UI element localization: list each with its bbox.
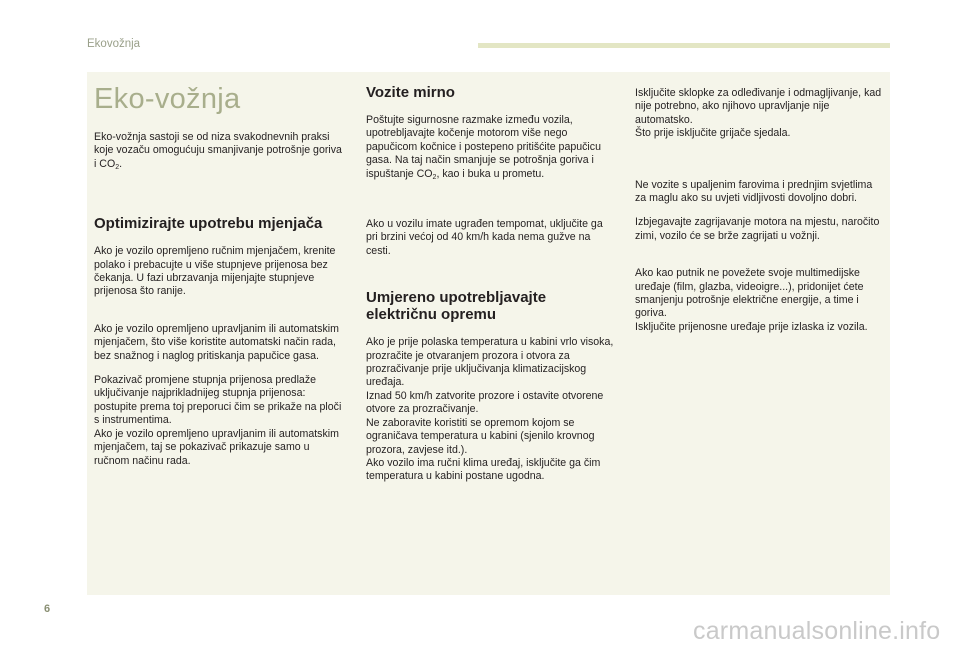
right-paragraph-4a: Ako kao putnik ne povežete svoje multimedijske uređaje (film, glazba, videoigre...), pridonijet ćete smanjenju potrošnje električne energije, a time i goriva. [635, 267, 864, 320]
gearbox-paragraph-1: Ako je vozilo opremljeno ručnim mjenjačem, krenite polako i prebacujte u više stupnjeve prijenosa bez čekanja. U fazi ubrzavanja mijenjajte stupnjeve prijenosa što ranije. [94, 245, 336, 298]
electric-line-3: Ne zaboravite koristiti se opremom kojom se ograničava temperatura u kabini (sjenilo krovnog prozora, zavjese itd.). [366, 416, 595, 456]
gearbox-paragraph-3: Pokazivač promjene stupnja prijenosa predlaže uključivanje najprikladnijeg stupnja prijenosa: postupite prema toj preporuci čim se prikaže na ploči s instrumentima. [94, 374, 342, 427]
page-number: 6 [44, 603, 51, 615]
section-label: Ekovožnja [87, 38, 141, 50]
watermark: carmanualsonline.info [693, 617, 941, 645]
gearbox-paragraph-2: Ako je vozilo opremljeno upravljanim ili automatskim mjenjačem, što više koristite automatski način rada, bez snažnog i naglog pritiskanja papučice gasa. [94, 322, 339, 362]
electric-line-2: Iznad 50 km/h zatvorite prozore i ostavite otvorene otvore za prozračivanje. [366, 389, 604, 416]
column-right [635, 87, 885, 334]
electric-heading: Umjereno upotrebljavajte električnu opremu [366, 289, 547, 324]
column-left [94, 81, 344, 468]
gearbox-heading: Optimizirajte upotrebu mjenjača [94, 215, 323, 233]
calm-paragraph-1: Poštujte sigurnosne razmake između vozila, upotrebljavajte kočenje motorom više nego papučicom kočnice i postepeno pritišćite papučicu gasa. Na taj način smanjuje se potrošnja goriva i ispuštanje CO2, kao i buka u prometu. [366, 114, 601, 181]
page-title: Eko-vožnja [94, 83, 241, 115]
right-paragraph-3: Izbjegavajte zagrijavanje motora na mjestu, naročito zimi, vozilo će se brže zagrijati u vožnji. [635, 216, 880, 242]
electric-line-4: Ako vozilo ima ručni klima uređaj, isključite ga čim temperatura u kabini postane ugodna. [366, 456, 601, 483]
right-paragraph-1b: Što prije isključite grijače sjedala. [635, 127, 791, 140]
right-paragraph-2: Ne vozite s upaljenim farovima i prednjim svjetlima za maglu ako su uvjeti vidljivosti dovoljno dobri. [635, 178, 873, 205]
calm-heading: Vozite mirno [366, 84, 455, 101]
gearbox-paragraph-4: Ako je vozilo opremljeno upravljanim ili automatskim mjenjačem, taj se pokazivač prikazuje samo u ručnom načinu rada. [94, 427, 339, 467]
column-middle [366, 84, 616, 484]
right-paragraph-1a: Isključite sklopke za odleđivanje i odmagljivanje, kad nije potrebno, ako njihovo upravljanje nije automatsko. [635, 87, 882, 126]
right-paragraph-4b: Isključite prijenosne uređaje prije izlaska iz vozila. [635, 320, 868, 333]
calm-paragraph-2: Ako u vozilu imate ugrađen tempomat, uključite ga pri brzini većoj od 40 km/h kada nema gužve na cesti. [366, 218, 603, 257]
section-bar [478, 43, 890, 48]
electric-line-1: Ako je prije polaska temperatura u kabini vrlo visoka, prozračite je otvaranjem prozora i otvora za prozračivanje prije uključivanja klimatizacijskog uređaja. [366, 336, 614, 389]
intro-paragraph: Eko-vožnja sastoji se od niza svakodnevnih praksi koje vozaču omogućuju smanjivanje potrošnje goriva i CO2. [94, 131, 342, 171]
